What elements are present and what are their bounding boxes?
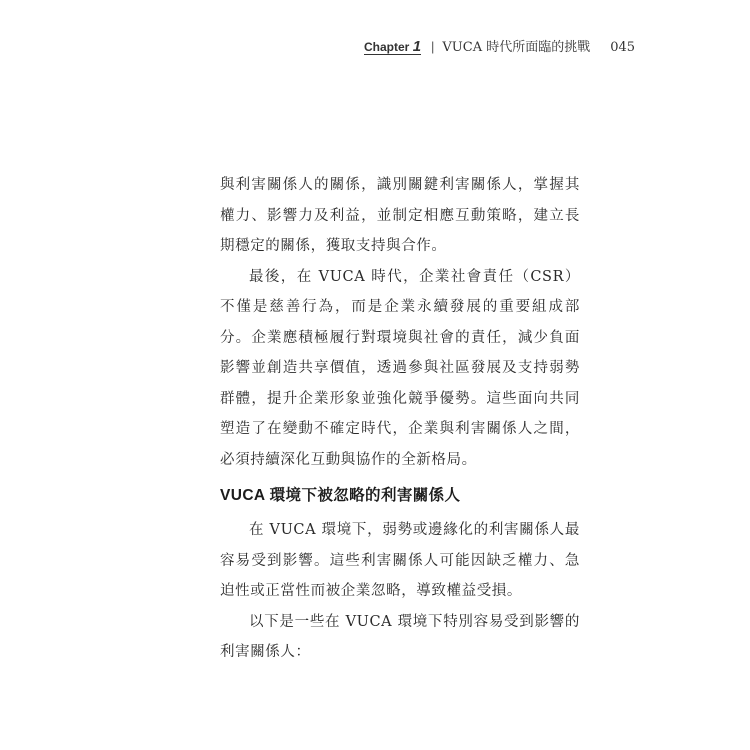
paragraph-continuation: 與利害關係人的關係，識別關鍵利害關係人，掌握其權力、影響力及利益，並制定相應互動策略，建立長期穩定的關係，獲取支持與合作。 <box>220 177 580 254</box>
section-heading: VUCA 環境下被忽略的利害關係人 <box>220 487 461 504</box>
chapter-label <box>364 40 421 55</box>
paragraph-list-intro: 以下是一些在 VUCA 環境下特別容易受到影響的利害關係人： <box>220 613 580 660</box>
chapter-number: 1 <box>412 38 422 55</box>
paragraph-vulnerable-stakeholders: 在 VUCA 環境下，弱勢或邊緣化的利害關係人最容易受到影響。這些利害關係人可能因缺乏權力、急迫性或正當性而被企業忽略，導致權益受損。 <box>220 522 580 599</box>
body-text <box>220 170 580 668</box>
chapter-title: VUCA 時代所面臨的挑戰 <box>442 40 591 55</box>
chapter-word: Chapter <box>364 40 410 54</box>
page-number: 045 <box>610 40 636 55</box>
paragraph-csr: 最後，在 VUCA 時代，企業社會責任（CSR）不僅是慈善行為，而是企業永續發展的重要組成部分。企業應積極履行對環境與社會的責任，減少負面影響並創造共享價值，透過參與社區發展及支持弱勢群體，提升企業形象並強化競爭優勢。這些面向共同塑造了在變動不確定時代，企業與利害關係人之間，必須持續深化互動與協作的全新格局。 <box>220 268 580 468</box>
header-separator: | <box>431 39 435 54</box>
running-header <box>364 36 635 55</box>
